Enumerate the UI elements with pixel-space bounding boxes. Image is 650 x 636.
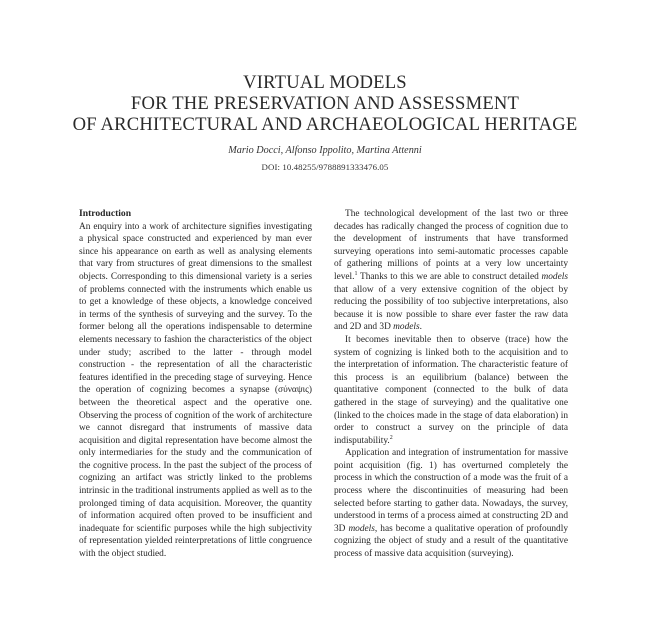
left-column	[79, 208, 312, 561]
paragraph-1-text-c: that allow of a very extensive cognition of the object by reducing the possibility of too subjective interpretations, also because it is now possible to share ever faster the raw data and 2D and 3D	[334, 284, 568, 333]
paragraph-3-text-a: Application and integration of instrumentation for massive point acquisition (fig. 1) has overturned completely the process in which the construction of a mode was the fruit of a process where the discontinuities of measuring had been selected before starting to gather data. Nowadays, the survey, understood in terms of a process aimed at constructing 2D and 3D	[334, 448, 568, 534]
author-list: Mario Docci, Alfonso Ippolito, Martina Attenni	[228, 145, 422, 156]
paragraph-3	[334, 447, 568, 560]
paragraph-3-emphasis: models	[348, 523, 375, 534]
paragraph-2-text: It becomes inevitable then to observe (trace) how the system of cognizing is linked both to the acquisition and to the interpretation of information. The characteristic feature of this process is an equilibrium (balance) between the quantitative component (connected to the bulk of data gathered in the stage of surveying) and the qualitative one (linked to the choices made in the stage of data elaboration) in order to construct a survey on the principle of data indisputability.	[334, 334, 568, 446]
paragraph-1	[334, 208, 568, 334]
paragraph-3-text-b: , has become a qualitative operation of profoundly cognizing the object of study and a result of the quantitative process of massive data acquisition (surveying).	[334, 523, 568, 560]
doi-line: DOI: 10.48255/9788891333476.05	[261, 162, 389, 172]
title-line-2: FOR THE PRESERVATION AND ASSESSMENT	[130, 93, 520, 114]
paragraph-1-emphasis-1: models	[541, 271, 568, 282]
footnote-ref-2: 2	[389, 434, 393, 441]
title-line-1: VIRTUAL MODELS	[243, 72, 407, 93]
right-column	[334, 208, 568, 561]
paragraph-2	[334, 334, 568, 447]
section-heading: Introduction	[79, 208, 132, 219]
introduction-paragraph: An enquiry into a work of architecture signifies investigating a physical space constructed and experienced by man ever since his appearance on earth as well as analysing elements that vary from structures of great dimensions to the smallest objects. Corresponding to this dimensional variety is a series of problems connected with the instruments which enable us to get a knowledge of these objects, a knowledge conceived in terms of the synthesis of surveying and the survey. To the former belong all the operations indispensable to determine elements necessary to fashion the characteristics of the object under study; ascribed to the latter - through model construction - the representation of all the characteristic features identified in the preceding stage of surveying. Hence the operation of cognizing becomes a synapse (σύναψις) between the theoretical aspect and the operative one. Observing the process of cognition of the work of architecture we cannot disregard that instruments of massive data acquisition and digital representation have become almost the only intermediaries for the study and the communication of the cognitive process. In the past the subject of the process of cognizing an artifact was strictly linked to the problems intrinsic in the traditional instruments applied as well as to the prolonged timing of data acquisition. Moreover, the quantity of information acquired often proved to be insufficient and inadequate for scientific purposes while the high subjectivity of representation yielded reinterpretations of little congruence with the object studied.	[79, 221, 312, 560]
title-line-3: OF ARCHITECTURAL AND ARCHAEOLOGICAL HERITAGE	[72, 114, 578, 135]
paragraph-1-emphasis-2: models	[393, 322, 420, 333]
paragraph-1-text-d: .	[419, 322, 422, 333]
footnote-ref-1: 1	[354, 270, 358, 277]
paragraph-1-text-a: The technological development of the last two or three decades has radically changed the process of cognition due to the development of instruments that have transformed surveying operations into semi-automatic processes capable of gathering millions of points at a very low uncertainty level.	[334, 209, 568, 282]
paper-title	[0, 72, 650, 135]
paragraph-1-text-b: Thanks to this we are able to construct detailed	[357, 271, 542, 282]
